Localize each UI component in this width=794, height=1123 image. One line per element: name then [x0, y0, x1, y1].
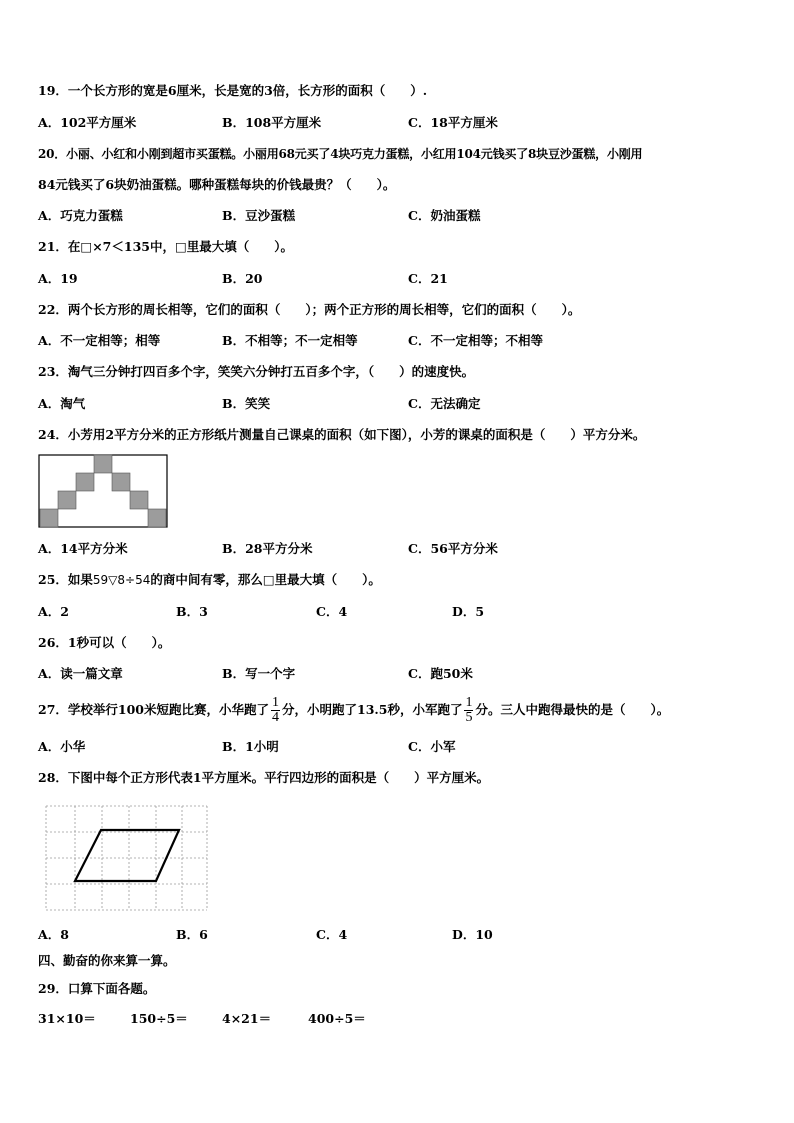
grid-lines — [46, 806, 207, 910]
q24-option-a: A．14平方分米 — [38, 541, 128, 556]
q22-option-c: C．不一定相等；不相等 — [408, 333, 543, 348]
q29-expression-1: 31×10＝ — [38, 1011, 96, 1026]
q23-stem: 23．淘气三分钟打四百多个字，笑笑六分钟打五百多个字，（ ）的速度快。 — [38, 364, 475, 379]
q25-option-c: C．4 — [316, 604, 348, 619]
q20-option-c: C．奶油蛋糕 — [408, 208, 481, 223]
q26-option-a: A．读一篇文章 — [38, 666, 123, 681]
q19-stem: 19．一个长方形的宽是6厘米，长是宽的3倍，长方形的面积（ ）. — [38, 83, 428, 98]
q29-expression-2: 150÷5＝ — [130, 1011, 188, 1026]
q24-option-b: B．28平方分米 — [222, 541, 313, 556]
q19-option-a: A．102平方厘米 — [38, 115, 137, 130]
q29-expression-3: 4×21＝ — [222, 1011, 272, 1026]
q22-stem: 22．两个长方形的周长相等，它们的面积（ ）；两个正方形的周长相等，它们的面积（ ）。 — [38, 302, 581, 317]
q28-option-d: D．10 — [452, 927, 493, 942]
q28-option-c: C．4 — [316, 927, 348, 942]
q21-stem: 21．在□×7＜135中，□里最大填（ ）。 — [38, 239, 294, 254]
q27-text-1: 27．学校举行100米短跑比赛，小华跑了 — [38, 702, 269, 717]
q21-option-a: A．19 — [38, 271, 78, 286]
q27-text-2: 分，小明跑了13.5秒，小军跑了 — [282, 702, 463, 717]
q20-option-b: B．豆沙蛋糕 — [222, 208, 296, 223]
q25-option-a: A．2 — [38, 604, 69, 619]
q25-stem-post: 的商中间有零，那么□里最大填（ ）。 — [150, 572, 381, 587]
desk-square-figure — [38, 454, 169, 529]
q29-expression-4: 400÷5＝ — [308, 1011, 366, 1026]
fraction-numerator: 1 — [465, 695, 473, 710]
q20-stem-line2: 84元钱买了6块奶油蛋糕。哪种蛋糕每块的价钱最贵？（ ）。 — [38, 177, 396, 192]
section-4-heading: 四、勤奋的你来算一算。 — [38, 953, 176, 968]
q26-option-b: B．写一个字 — [222, 666, 296, 681]
fraction-one-quarter — [271, 696, 280, 725]
q25-expression: 59▽8÷54 — [92, 573, 151, 587]
q20-stem-line1: 20．小丽、小红和小刚到超市买蛋糕。小丽用68元买了4块巧克力蛋糕，小红用104元钱买了8块豆沙蛋糕，小刚用 — [38, 147, 643, 161]
q21-option-c: C．21 — [408, 271, 448, 286]
q22-option-b: B．不相等；不一定相等 — [222, 333, 358, 348]
parallelogram-shape — [75, 830, 179, 881]
fraction-denominator: 4 — [272, 710, 279, 725]
q27-text-3: 分。三人中跑得最快的是（ ）。 — [475, 702, 670, 717]
q29-stem: 29．口算下面各题。 — [38, 981, 156, 996]
q24-stem: 24．小芳用2平方分米的正方形纸片测量自己课桌的面积（如下图），小芳的课桌的面积是（ ）平方分米。 — [38, 427, 646, 442]
q19-option-b: B．108平方厘米 — [222, 115, 322, 130]
fraction-denominator: 5 — [465, 710, 473, 725]
q25-option-d: D．5 — [452, 604, 485, 619]
q25-stem-pre: 25．如果 — [38, 572, 93, 587]
q23-option-a: A．淘气 — [38, 396, 86, 411]
q27-stem — [38, 694, 669, 726]
q26-option-c: C．跑50米 — [408, 666, 473, 681]
fraction-numerator: 1 — [272, 695, 279, 710]
q28-stem: 28．下图中每个正方形代表1平方厘米。平行四边形的面积是（ ）平方厘米。 — [38, 770, 490, 785]
q23-option-b: B．笑笑 — [222, 396, 271, 411]
q25-option-b: B．3 — [176, 604, 208, 619]
q24-option-c: C．56平方分米 — [408, 541, 498, 556]
fraction-one-fifth — [464, 696, 473, 725]
q23-option-c: C．无法确定 — [408, 396, 481, 411]
q27-option-c: C．小军 — [408, 739, 456, 754]
q21-option-b: B．20 — [222, 271, 263, 286]
q26-stem: 26．1秒可以（ ）。 — [38, 635, 171, 650]
q28-option-a: A．8 — [38, 927, 69, 942]
parallelogram-grid-figure — [43, 802, 211, 915]
q19-option-c: C．18平方厘米 — [408, 115, 498, 130]
q22-option-a: A．不一定相等；相等 — [38, 333, 161, 348]
q27-option-b: B．1小明 — [222, 739, 279, 754]
q25-stem — [38, 572, 381, 588]
q28-option-b: B．6 — [176, 927, 208, 942]
q27-option-a: A．小华 — [38, 739, 86, 754]
q20-option-a: A．巧克力蛋糕 — [38, 208, 123, 223]
